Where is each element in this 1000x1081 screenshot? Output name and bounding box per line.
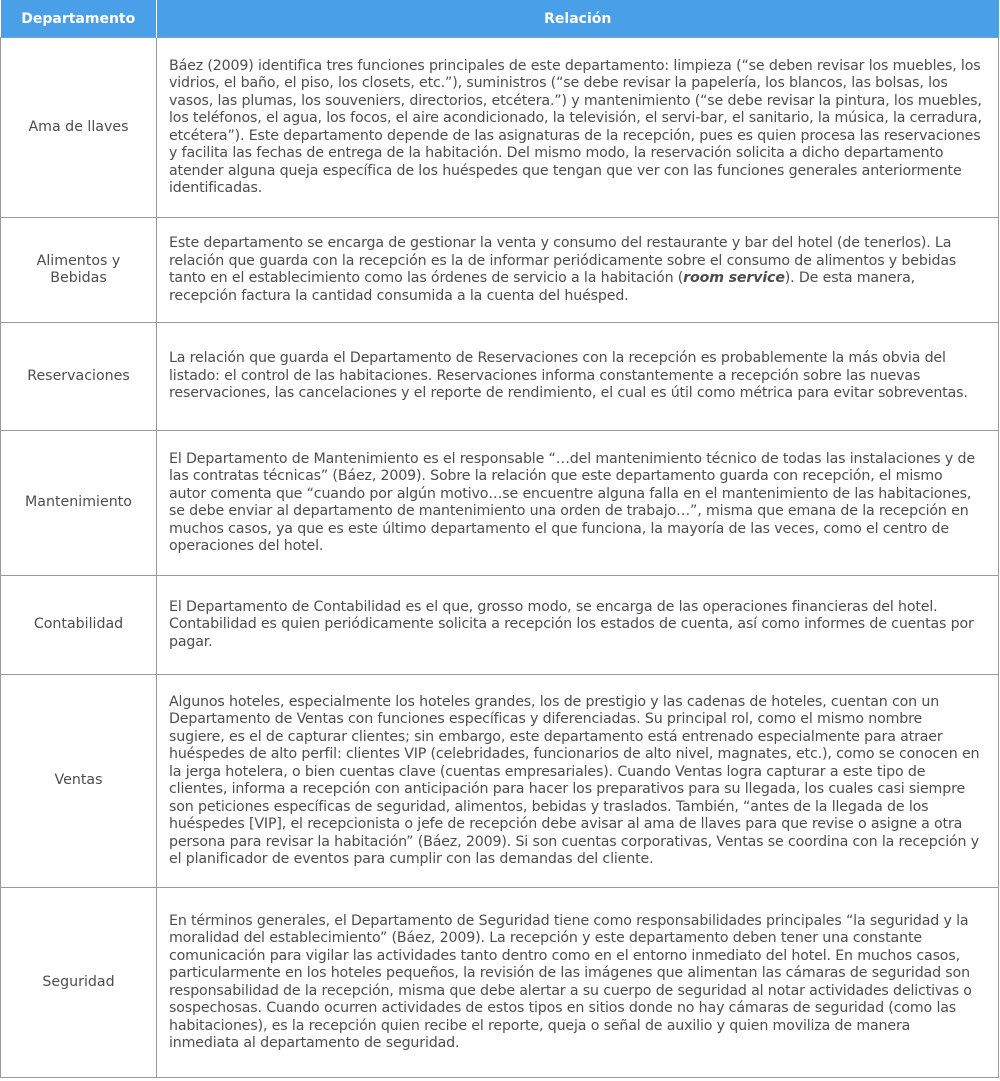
table-row: [1, 218, 999, 323]
header-relacion: Relación: [157, 0, 999, 38]
relation-cell: El Departamento de Contabilidad es el que, grosso modo, se encarga de las operaciones financieras del hotel. Contabilidad es quien periódicamente solicita a recepción los estados de cuenta, así como informes de cuentas por pagar.: [157, 576, 999, 675]
department-cell: Alimentos y Bebidas: [1, 218, 157, 323]
department-cell: Reservaciones: [1, 323, 157, 431]
relation-cell: En términos generales, el Departamento de Seguridad tiene como responsabilidades principales “la seguridad y la moralidad del establecimiento” (Báez, 2009). La recepción y este departamento deben tener una constante comunicación para vigilar las actividades tanto dentro como en el entorno inmediato del hotel. En muchos casos, particularmente en los hoteles pequeños, la revisión de las imágenes que alimentan las cámaras de seguridad son responsabilidad de la recepción, misma que debe alertar a su cuerpo de seguridad al notar actividades delictivas o sospechosas. Cuando ocurren actividades de estos tipos en sitios donde no hay cámaras de seguridad (como las habitaciones), es la recepción quien recibe el reporte, queja o señal de auxilio y quien moviliza de manera inmediata al departamento de seguridad.: [157, 888, 999, 1078]
relation-text: ). De esta manera, recepción factura la cantidad consumida a la cuenta del huésped.: [169, 270, 915, 304]
table-row: [1, 38, 999, 218]
relation-text: Este departamento se encarga de gestionar la venta y consumo del restaurante y bar del hotel (de tenerlos). La relación que guarda con la recepción es la de informar periódicamente sobre el consumo de alimentos y bebidas tanto en el establecimiento como las órdenes de servicio a la habitación (: [169, 235, 957, 286]
relation-cell: Báez (2009) identifica tres funciones principales de este departamento: limpieza (“se deben revisar los muebles, los vidrios, el baño, el piso, los closets, etc.”), suministros (“se debe revisar la papelería, los blancos, las bolsas, los vasos, las plumas, los souveniers, directorios, etcétera.”) y mantenimiento (“se debe revisar la pintura, los muebles, los teléfonos, el agua, los focos, el aire acondicionado, la televisión, el servi-bar, el sanitario, la música, la cerradura, etcétera”). Este departamento depende de las asignaturas de la recepción, pues es quien procesa las reservaciones y facilita las fechas de entrega de la habitación. Del mismo modo, la reservación solicita a dicho departamento atender alguna queja específica de los huéspedes que tengan que ver con las funciones generales anteriormente identificadas.: [157, 38, 999, 218]
header-departamento: Departamento: [1, 0, 157, 38]
table-row: [1, 323, 999, 431]
relation-cell: El Departamento de Mantenimiento es el responsable “…del mantenimiento técnico de todas las instalaciones y de las contratas técnicas” (Báez, 2009). Sobre la relación que este departamento guarda con recepción, el mismo autor comenta que “cuando por algún motivo…se encuentre alguna falla en el mantenimiento de las habitaciones, se debe enviar al departamento de mantenimiento una orden de trabajo…”, misma que emana de la recepción en muchos casos, ya que es este último departamento el que funciona, la mayoría de las veces, como el centro de operaciones del hotel.: [157, 431, 999, 576]
table-row: [1, 431, 999, 576]
table-row: [1, 576, 999, 675]
department-cell: Ama de llaves: [1, 38, 157, 218]
relation-cell: [157, 218, 999, 323]
table-header-row: [1, 0, 999, 38]
department-cell: Seguridad: [1, 888, 157, 1078]
emphasis-text: room service: [683, 270, 785, 286]
department-cell: Contabilidad: [1, 576, 157, 675]
table-row: [1, 888, 999, 1078]
relation-cell: La relación que guarda el Departamento de Reservaciones con la recepción es probablemente la más obvia del listado: el control de las habitaciones. Reservaciones informa constantemente a recepción sobre las nuevas reservaciones, las cancelaciones y el reporte de rendimiento, el cual es útil como métrica para evitar sobreventas.: [157, 323, 999, 431]
department-cell: Ventas: [1, 675, 157, 888]
department-cell: Mantenimiento: [1, 431, 157, 576]
relation-cell: Algunos hoteles, especialmente los hoteles grandes, los de prestigio y las cadenas de hoteles, cuentan con un Departamento de Ventas con funciones específicas y diferenciadas. Su principal rol, como el mismo nombre sugiere, es el de capturar clientes; sin embargo, este departamento está entrenado especialmente para atraer huéspedes de alto perfil: clientes VIP (celebridades, funcionarios de alto nivel, magnates, etc.), como se conocen en la jerga hotelera, o bien cuentas clave (cuentas empresariales). Cuando Ventas logra capturar a este tipo de clientes, informa a recepción con anticipación para hacer los preparativos para su llegada, los cuales casi siempre son peticiones específicas de seguridad, alimentos, bebidas y traslados. También, “antes de la llegada de los huéspedes [VIP], el recepcionista o jefe de recepción debe avisar al ama de llaves para que revise o asigne a otra persona para revisar la habitación” (Báez, 2009). Si son cuentas corporativas, Ventas se coordina con la recepción y el planificador de eventos para cumplir con las demandas del cliente.: [157, 675, 999, 888]
table-row: [1, 675, 999, 888]
